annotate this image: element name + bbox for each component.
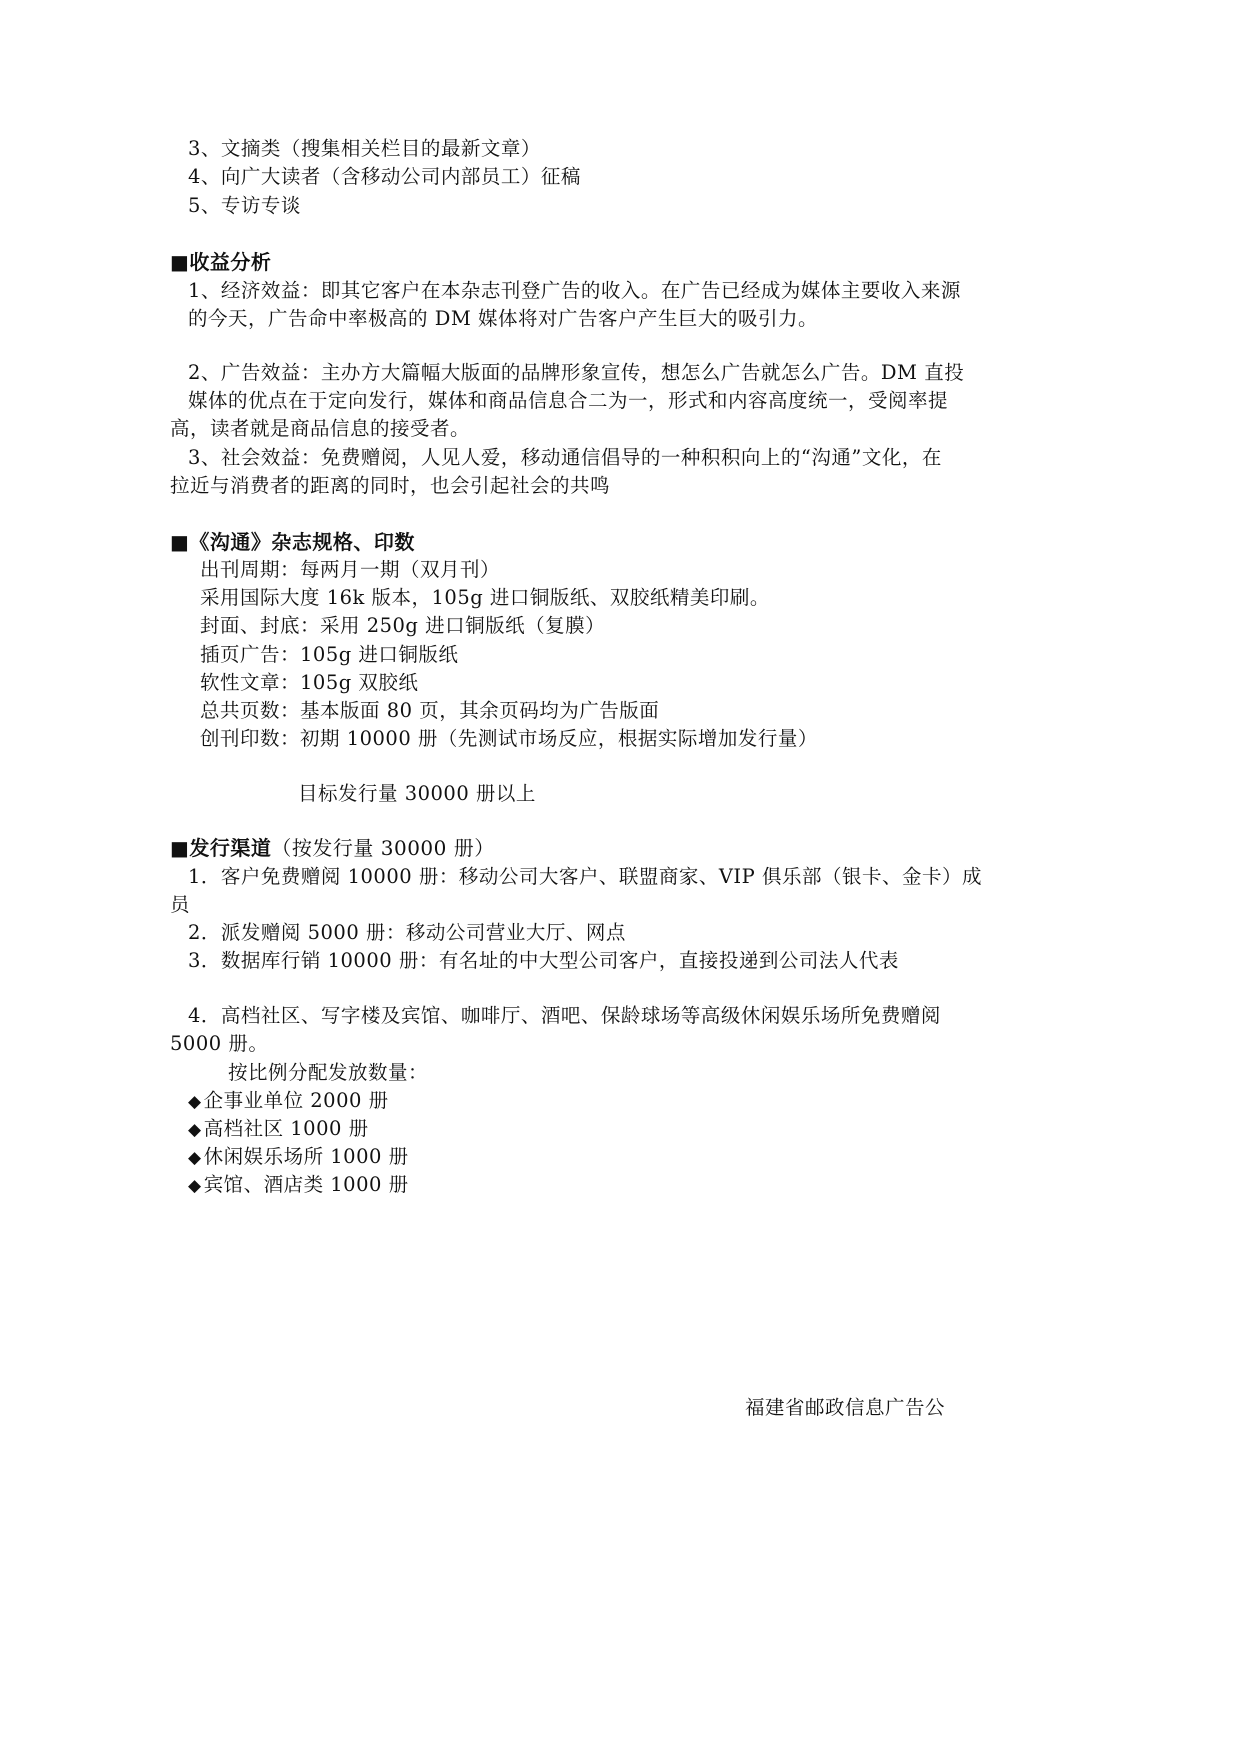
list-item: 5、专访专谈 — [188, 194, 301, 217]
diamond-bullet-icon: ◆ — [188, 1176, 202, 1196]
list-item: 员 — [170, 893, 191, 916]
allocation-item-label: 宾馆、酒店类 1000 册 — [203, 1173, 409, 1196]
list-item: 4、向广大读者（含移动公司内部员工）征稿 — [188, 165, 581, 188]
paragraph-line: 1、经济效益：即其它客户在本杂志刊登广告的收入。在广告已经成为媒体主要收入来源 — [188, 279, 961, 302]
footer-company: 福建省邮政信息广告公 — [745, 1396, 946, 1419]
spec-item: 插页广告：105g 进口铜版纸 — [200, 643, 459, 666]
paragraph-line: 拉近与消费者的距离的同时，也会引起社会的共鸣 — [170, 474, 611, 497]
spec-item: 出刊周期：每两月一期（双月刊） — [200, 558, 501, 581]
spec-item: 创刊印数：初期 10000 册（先测试市场反应，根据实际增加发行量） — [200, 727, 818, 750]
paragraph-line: 3、社会效益：免费赠阅，人见人爱，移动通信倡导的一种积积向上的“沟通”文化，在 — [188, 446, 942, 469]
section-heading-specs: ■《沟通》杂志规格、印数 — [170, 530, 415, 554]
allocation-item — [188, 1145, 409, 1170]
allocation-item — [188, 1089, 389, 1114]
allocation-item — [188, 1117, 369, 1142]
allocation-item-label: 高档社区 1000 册 — [203, 1117, 369, 1140]
target-circulation: 目标发行量 30000 册以上 — [298, 782, 536, 805]
diamond-bullet-icon: ◆ — [188, 1148, 202, 1168]
allocation-item-label: 企事业单位 2000 册 — [203, 1089, 389, 1112]
spec-item: 软性文章：105g 双胶纸 — [200, 671, 419, 694]
paragraph-line: 的今天，广告命中率极高的 DM 媒体将对广告客户产生巨大的吸引力。 — [188, 307, 818, 330]
paragraph-line: 媒体的优点在于定向发行，媒体和商品信息合二为一，形式和内容高度统一，受阅率提 — [188, 389, 949, 412]
list-item: 3．数据库行销 10000 册：有名址的中大型公司客户，直接投递到公司法人代表 — [188, 949, 899, 972]
spec-item: 封面、封底：采用 250g 进口铜版纸（复膜） — [200, 614, 606, 637]
list-item: 2．派发赠阅 5000 册：移动公司营业大厅、网点 — [188, 921, 626, 944]
diamond-bullet-icon: ◆ — [188, 1120, 202, 1140]
section-heading-revenue: ■收益分析 — [170, 250, 272, 274]
spec-item: 采用国际大度 16k 版本，105g 进口铜版纸、双胶纸精美印刷。 — [200, 586, 770, 609]
distribution-heading-note: （按发行量 30000 册） — [271, 836, 495, 860]
paragraph-line: 2、广告效益：主办方大篇幅大版面的品牌形象宣传，想怎么广告就怎么广告。DM 直投 — [188, 361, 965, 384]
allocation-item — [188, 1173, 409, 1198]
list-item: 1．客户免费赠阅 10000 册：移动公司大客户、联盟商家、VIP 俱乐部（银卡、金卡）成 — [188, 865, 982, 888]
spec-item: 总共页数：基本版面 80 页，其余页码均为广告版面 — [200, 699, 660, 722]
distribution-heading-title: ■发行渠道 — [170, 836, 272, 860]
section-heading-distribution — [170, 836, 495, 860]
list-item: 3、文摘类（搜集相关栏目的最新文章） — [188, 137, 541, 160]
allocation-item-label: 休闲娱乐场所 1000 册 — [203, 1145, 409, 1168]
allocation-label: 按比例分配发放数量： — [228, 1061, 429, 1084]
diamond-bullet-icon: ◆ — [188, 1092, 202, 1112]
paragraph-line: 高，读者就是商品信息的接受者。 — [170, 417, 471, 440]
list-item: 4．高档社区、写字楼及宾馆、咖啡厅、酒吧、保龄球场等高级休闲娱乐场所免费赠阅 — [188, 1004, 941, 1027]
list-item: 5000 册。 — [170, 1032, 269, 1055]
